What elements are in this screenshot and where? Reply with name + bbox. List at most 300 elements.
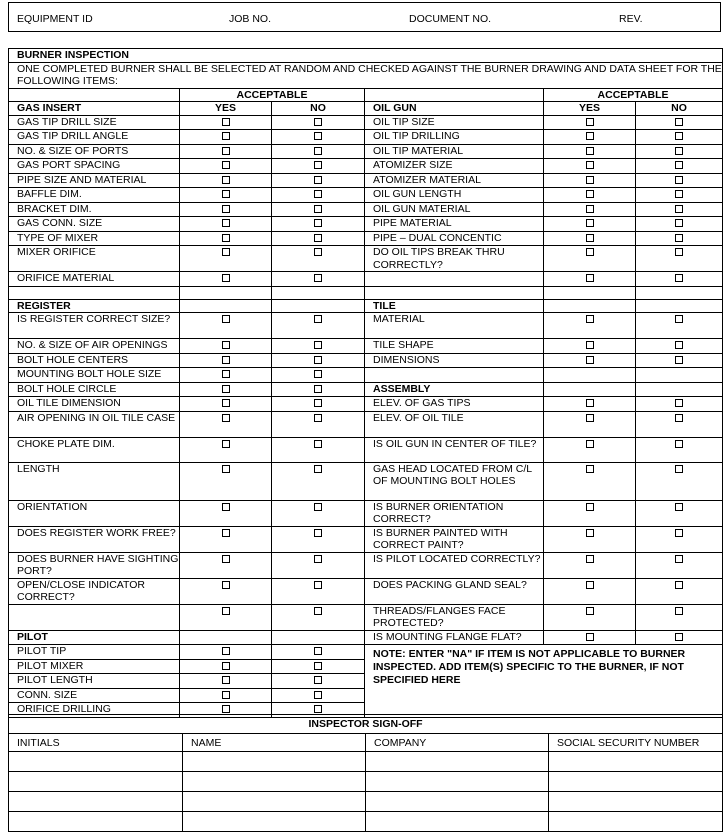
no-cell xyxy=(272,144,365,159)
no-checkbox[interactable] xyxy=(314,555,322,563)
document-no-label: DOCUMENT NO. xyxy=(409,13,492,25)
signoff-title: INSPECTOR SIGN-OFF xyxy=(9,715,723,734)
yes-cell xyxy=(544,353,636,368)
no-checkbox[interactable] xyxy=(314,274,322,282)
no-checkbox[interactable] xyxy=(314,607,322,615)
yes-checkbox[interactable] xyxy=(586,147,594,155)
item-label: BOLT HOLE CIRCLE xyxy=(9,382,180,397)
yes-cell xyxy=(544,500,636,526)
no-cell xyxy=(636,130,723,145)
yes-cell xyxy=(544,437,636,462)
no-checkbox[interactable] xyxy=(314,662,322,670)
signoff-entry-cell[interactable] xyxy=(183,752,366,772)
yes-cell xyxy=(544,578,636,604)
blank-cell xyxy=(544,299,636,313)
yes-cell xyxy=(544,397,636,412)
yes-cell xyxy=(180,411,272,437)
no-checkbox[interactable] xyxy=(314,581,322,589)
no-checkbox[interactable] xyxy=(675,503,683,511)
inspection-row xyxy=(9,272,723,287)
item-label: DIMENSIONS xyxy=(365,353,544,368)
no-cell xyxy=(636,578,723,604)
no-checkbox[interactable] xyxy=(675,607,683,615)
yes-checkbox[interactable] xyxy=(586,414,594,422)
no-checkbox[interactable] xyxy=(314,132,322,140)
item-label: ORIFICE DRILLING xyxy=(9,703,180,718)
item-label: ORIFICE MATERIAL xyxy=(9,272,180,287)
yes-cell xyxy=(180,382,272,397)
inspection-row xyxy=(9,202,723,217)
yes-checkbox[interactable] xyxy=(222,647,230,655)
yes-checkbox[interactable] xyxy=(586,234,594,242)
no-checkbox[interactable] xyxy=(675,118,683,126)
no-cell xyxy=(272,188,365,203)
yes-cell xyxy=(544,339,636,354)
yes-checkbox[interactable] xyxy=(222,440,230,448)
no-checkbox[interactable] xyxy=(314,705,322,713)
no-cell xyxy=(272,604,365,630)
item-label: PILOT LENGTH xyxy=(9,674,180,689)
no-checkbox[interactable] xyxy=(314,676,322,684)
acceptable-heading: ACCEPTABLE xyxy=(544,88,723,102)
item-label: ATOMIZER SIZE xyxy=(365,159,544,174)
inspection-row xyxy=(9,526,723,552)
no-checkbox[interactable] xyxy=(314,205,322,213)
item-label: GAS TIP DRILL SIZE xyxy=(9,115,180,130)
yes-checkbox[interactable] xyxy=(222,147,230,155)
no-checkbox[interactable] xyxy=(675,356,683,364)
blank-cell xyxy=(544,286,636,299)
no-cell xyxy=(636,630,723,645)
no-cell xyxy=(272,353,365,368)
item-label: MATERIAL xyxy=(365,313,544,339)
no-checkbox[interactable] xyxy=(314,176,322,184)
yes-cell xyxy=(180,397,272,412)
acceptable-heading: ACCEPTABLE xyxy=(180,88,365,102)
yes-checkbox[interactable] xyxy=(222,385,230,393)
blank-cell xyxy=(272,286,365,299)
ssn-column: SOCIAL SECURITY NUMBER xyxy=(549,734,723,752)
tile-heading: TILE xyxy=(365,299,544,313)
yes-checkbox[interactable] xyxy=(586,205,594,213)
no-cell xyxy=(272,437,365,462)
yes-cell xyxy=(544,144,636,159)
item-label: IS BURNER ORIENTATION CORRECT? xyxy=(365,500,544,526)
blank-cell xyxy=(636,382,723,397)
gas-insert-heading: GAS INSERT xyxy=(9,102,180,116)
item-label: OIL TIP MATERIAL xyxy=(365,144,544,159)
instructions-text: ONE COMPLETED BURNER SHALL BE SELECTED AT RANDOM AND CHECKED AGAINST THE BURNER DRAWING AND DATA SHEET FOR THE FOLLOWING ITEMS: xyxy=(9,62,723,88)
yes-checkbox[interactable] xyxy=(586,633,594,641)
item-label: GAS PORT SPACING xyxy=(9,159,180,174)
item-label: BAFFLE DIM. xyxy=(9,188,180,203)
blank-cell xyxy=(544,368,636,383)
yes-checkbox[interactable] xyxy=(222,662,230,670)
yes-cell xyxy=(180,526,272,552)
yes-checkbox[interactable] xyxy=(222,465,230,473)
no-cell xyxy=(272,246,365,272)
signoff-entry-cell[interactable] xyxy=(366,792,549,812)
yes-checkbox[interactable] xyxy=(222,248,230,256)
no-checkbox[interactable] xyxy=(314,370,322,378)
no-cell xyxy=(636,339,723,354)
yes-checkbox[interactable] xyxy=(586,274,594,282)
no-checkbox[interactable] xyxy=(675,529,683,537)
no-cell xyxy=(636,115,723,130)
yes-checkbox[interactable] xyxy=(222,529,230,537)
item-label: TILE SHAPE xyxy=(365,339,544,354)
yes-checkbox[interactable] xyxy=(222,607,230,615)
item-label: DOES REGISTER WORK FREE? xyxy=(9,526,180,552)
yes-checkbox[interactable] xyxy=(222,414,230,422)
inspector-signoff-table xyxy=(8,714,723,832)
no-checkbox[interactable] xyxy=(314,465,322,473)
yes-checkbox[interactable] xyxy=(222,161,230,169)
signoff-entry-cell[interactable] xyxy=(366,812,549,832)
yes-checkbox[interactable] xyxy=(222,691,230,699)
no-cell xyxy=(272,688,365,703)
blank-cell xyxy=(9,286,180,299)
pilot-heading: PILOT xyxy=(9,630,180,645)
inspection-row xyxy=(9,115,723,130)
signoff-entry-cell[interactable] xyxy=(549,772,723,792)
item-label: GAS CONN. SIZE xyxy=(9,217,180,232)
no-checkbox[interactable] xyxy=(314,691,322,699)
no-checkbox[interactable] xyxy=(675,399,683,407)
blank-cell xyxy=(365,88,544,102)
item-label: OIL GUN LENGTH xyxy=(365,188,544,203)
signoff-entry-cell[interactable] xyxy=(549,752,723,772)
yes-checkbox[interactable] xyxy=(586,248,594,256)
no-cell xyxy=(636,353,723,368)
job-no-label: JOB NO. xyxy=(229,13,272,25)
item-label: DOES BURNER HAVE SIGHTING PORT? xyxy=(9,552,180,578)
blank-cell xyxy=(272,299,365,313)
yes-checkbox[interactable] xyxy=(222,234,230,242)
yes-checkbox[interactable] xyxy=(222,118,230,126)
no-cell xyxy=(272,159,365,174)
yes-checkbox[interactable] xyxy=(586,315,594,323)
yes-cell xyxy=(180,674,272,689)
burner-inspection-table xyxy=(8,48,723,718)
blank-cell xyxy=(9,88,180,102)
no-cell xyxy=(272,578,365,604)
item-label: ATOMIZER MATERIAL xyxy=(365,173,544,188)
no-checkbox[interactable] xyxy=(675,341,683,349)
inspection-row xyxy=(9,437,723,462)
item-label: IS OIL GUN IN CENTER OF TILE? xyxy=(365,437,544,462)
no-checkbox[interactable] xyxy=(314,440,322,448)
yes-checkbox[interactable] xyxy=(222,676,230,684)
signoff-entry-cell[interactable] xyxy=(549,812,723,832)
no-cell xyxy=(272,313,365,339)
yes-checkbox[interactable] xyxy=(222,581,230,589)
yes-checkbox[interactable] xyxy=(586,607,594,615)
no-cell xyxy=(636,231,723,246)
blank-cell xyxy=(272,630,365,645)
no-cell xyxy=(636,604,723,630)
yes-cell xyxy=(180,173,272,188)
no-column-heading: NO xyxy=(636,102,723,116)
no-checkbox[interactable] xyxy=(675,465,683,473)
yes-cell xyxy=(180,130,272,145)
yes-checkbox[interactable] xyxy=(222,315,230,323)
yes-checkbox[interactable] xyxy=(222,503,230,511)
no-cell xyxy=(636,500,723,526)
yes-cell xyxy=(180,231,272,246)
yes-cell xyxy=(180,246,272,272)
item-label: THREADS/FLANGES FACE PROTECTED? xyxy=(365,604,544,630)
item-label: OIL TIP DRILLING xyxy=(365,130,544,145)
no-checkbox[interactable] xyxy=(314,248,322,256)
yes-checkbox[interactable] xyxy=(586,132,594,140)
rev-label: REV. xyxy=(619,13,643,25)
inspection-row xyxy=(9,173,723,188)
yes-cell xyxy=(180,659,272,674)
no-column-heading: NO xyxy=(272,102,365,116)
yes-checkbox[interactable] xyxy=(586,161,594,169)
yes-checkbox[interactable] xyxy=(586,190,594,198)
signoff-entry-cell[interactable] xyxy=(183,812,366,832)
no-cell xyxy=(636,552,723,578)
inspection-row xyxy=(9,130,723,145)
inspection-row xyxy=(9,313,723,339)
no-cell xyxy=(636,462,723,500)
item-label: LENGTH xyxy=(9,462,180,500)
name-column: NAME xyxy=(183,734,366,752)
yes-checkbox[interactable] xyxy=(222,274,230,282)
yes-checkbox[interactable] xyxy=(586,555,594,563)
blank-cell xyxy=(544,382,636,397)
no-checkbox[interactable] xyxy=(314,529,322,537)
no-cell xyxy=(636,397,723,412)
no-checkbox[interactable] xyxy=(675,176,683,184)
yes-checkbox[interactable] xyxy=(586,399,594,407)
item-label: BRACKET DIM. xyxy=(9,202,180,217)
no-cell xyxy=(272,231,365,246)
no-checkbox[interactable] xyxy=(675,315,683,323)
no-checkbox[interactable] xyxy=(675,161,683,169)
no-cell xyxy=(272,462,365,500)
inspection-row xyxy=(9,604,723,630)
yes-cell xyxy=(180,217,272,232)
no-checkbox[interactable] xyxy=(314,399,322,407)
yes-checkbox[interactable] xyxy=(222,356,230,364)
signoff-entry-cell[interactable] xyxy=(183,792,366,812)
no-cell xyxy=(636,159,723,174)
no-cell xyxy=(272,130,365,145)
no-checkbox[interactable] xyxy=(314,414,322,422)
inspection-row xyxy=(9,339,723,354)
item-label: NO. & SIZE OF AIR OPENINGS xyxy=(9,339,180,354)
yes-cell xyxy=(544,217,636,232)
yes-cell xyxy=(180,500,272,526)
no-cell xyxy=(272,202,365,217)
item-label: OIL TIP SIZE xyxy=(365,115,544,130)
initials-column: INITIALS xyxy=(9,734,183,752)
yes-checkbox[interactable] xyxy=(586,503,594,511)
na-note: NOTE: ENTER "NA" IF ITEM IS NOT APPLICABLE TO BURNER INSPECTED. ADD ITEM(S) SPECIFIC TO THE BURNER, IF NOT SPECIFIED HERE xyxy=(365,645,723,718)
no-checkbox[interactable] xyxy=(314,341,322,349)
signoff-entry-cell[interactable] xyxy=(366,772,549,792)
no-cell xyxy=(272,339,365,354)
yes-cell xyxy=(180,202,272,217)
no-cell xyxy=(636,411,723,437)
yes-cell xyxy=(544,231,636,246)
item-label: AIR OPENING IN OIL TILE CASE xyxy=(9,411,180,437)
no-checkbox[interactable] xyxy=(675,633,683,641)
yes-checkbox[interactable] xyxy=(586,356,594,364)
item-label: PIPE SIZE AND MATERIAL xyxy=(9,173,180,188)
inspection-row xyxy=(9,500,723,526)
item-label: OIL GUN MATERIAL xyxy=(365,202,544,217)
register-heading: REGISTER xyxy=(9,299,180,313)
yes-cell xyxy=(180,115,272,130)
yes-checkbox[interactable] xyxy=(222,132,230,140)
no-checkbox[interactable] xyxy=(675,581,683,589)
no-checkbox[interactable] xyxy=(314,647,322,655)
item-label: PILOT TIP xyxy=(9,645,180,660)
item-label: PIPE MATERIAL xyxy=(365,217,544,232)
item-label: CONN. SIZE xyxy=(9,688,180,703)
item-label: IS PILOT LOCATED CORRECTLY? xyxy=(365,552,544,578)
yes-checkbox[interactable] xyxy=(222,341,230,349)
no-cell xyxy=(272,115,365,130)
yes-checkbox[interactable] xyxy=(586,529,594,537)
yes-cell xyxy=(180,188,272,203)
yes-checkbox[interactable] xyxy=(586,440,594,448)
no-checkbox[interactable] xyxy=(675,274,683,282)
signoff-entry-cell[interactable] xyxy=(366,752,549,772)
item-label: OIL TILE DIMENSION xyxy=(9,397,180,412)
signoff-entry-cell[interactable] xyxy=(549,792,723,812)
yes-cell xyxy=(180,688,272,703)
no-checkbox[interactable] xyxy=(314,234,322,242)
yes-checkbox[interactable] xyxy=(586,341,594,349)
yes-column-heading: YES xyxy=(544,102,636,116)
no-cell xyxy=(272,411,365,437)
no-cell xyxy=(636,272,723,287)
inspection-row xyxy=(9,353,723,368)
item-label: NO. & SIZE OF PORTS xyxy=(9,144,180,159)
section-title: BURNER INSPECTION xyxy=(9,49,723,63)
inspection-row xyxy=(9,231,723,246)
company-column: COMPANY xyxy=(366,734,549,752)
blank-cell xyxy=(180,299,272,313)
no-checkbox[interactable] xyxy=(314,190,322,198)
yes-cell xyxy=(180,552,272,578)
signoff-entry-cell[interactable] xyxy=(9,752,183,772)
no-checkbox[interactable] xyxy=(675,219,683,227)
inspection-row xyxy=(9,159,723,174)
no-checkbox[interactable] xyxy=(314,118,322,126)
no-checkbox[interactable] xyxy=(675,555,683,563)
yes-checkbox[interactable] xyxy=(222,399,230,407)
no-checkbox[interactable] xyxy=(675,248,683,256)
inspection-row xyxy=(9,188,723,203)
yes-cell xyxy=(544,526,636,552)
yes-cell xyxy=(544,202,636,217)
no-cell xyxy=(636,202,723,217)
no-checkbox[interactable] xyxy=(314,315,322,323)
inspection-row xyxy=(9,462,723,500)
yes-checkbox[interactable] xyxy=(222,176,230,184)
no-cell xyxy=(272,382,365,397)
yes-cell xyxy=(544,552,636,578)
no-cell xyxy=(636,217,723,232)
yes-cell xyxy=(180,144,272,159)
no-cell xyxy=(636,144,723,159)
no-checkbox[interactable] xyxy=(314,219,322,227)
document-header xyxy=(8,2,721,32)
yes-checkbox[interactable] xyxy=(222,705,230,713)
yes-checkbox[interactable] xyxy=(586,219,594,227)
yes-checkbox[interactable] xyxy=(222,555,230,563)
inspection-row xyxy=(9,217,723,232)
yes-checkbox[interactable] xyxy=(586,118,594,126)
no-checkbox[interactable] xyxy=(314,356,322,364)
item-label: MOUNTING BOLT HOLE SIZE xyxy=(9,368,180,383)
yes-checkbox[interactable] xyxy=(222,190,230,198)
yes-checkbox[interactable] xyxy=(222,219,230,227)
yes-cell xyxy=(180,339,272,354)
no-checkbox[interactable] xyxy=(675,190,683,198)
blank-cell xyxy=(365,272,544,287)
inspection-row xyxy=(9,397,723,412)
no-checkbox[interactable] xyxy=(314,161,322,169)
yes-checkbox[interactable] xyxy=(222,205,230,213)
yes-checkbox[interactable] xyxy=(222,370,230,378)
signoff-entry-cell[interactable] xyxy=(183,772,366,792)
signoff-entry-cell[interactable] xyxy=(9,812,183,832)
no-checkbox[interactable] xyxy=(675,147,683,155)
signoff-entry-cell[interactable] xyxy=(9,772,183,792)
signoff-entry-cell[interactable] xyxy=(9,792,183,812)
no-cell xyxy=(272,500,365,526)
no-checkbox[interactable] xyxy=(675,132,683,140)
yes-cell xyxy=(180,159,272,174)
blank-cell xyxy=(636,368,723,383)
yes-cell xyxy=(180,645,272,660)
oil-gun-heading: OIL GUN xyxy=(365,102,544,116)
no-checkbox[interactable] xyxy=(675,440,683,448)
no-checkbox[interactable] xyxy=(675,205,683,213)
yes-cell xyxy=(544,313,636,339)
no-cell xyxy=(272,397,365,412)
yes-checkbox[interactable] xyxy=(586,176,594,184)
yes-checkbox[interactable] xyxy=(586,581,594,589)
yes-cell xyxy=(180,604,272,630)
yes-cell xyxy=(180,353,272,368)
no-checkbox[interactable] xyxy=(314,147,322,155)
yes-cell xyxy=(544,246,636,272)
yes-checkbox[interactable] xyxy=(586,465,594,473)
yes-cell xyxy=(180,437,272,462)
no-checkbox[interactable] xyxy=(675,234,683,242)
item-label: ORIENTATION xyxy=(9,500,180,526)
no-checkbox[interactable] xyxy=(675,414,683,422)
yes-cell xyxy=(544,159,636,174)
yes-cell xyxy=(180,272,272,287)
no-checkbox[interactable] xyxy=(314,503,322,511)
yes-cell xyxy=(544,115,636,130)
inspection-row xyxy=(9,382,723,397)
no-cell xyxy=(636,173,723,188)
inspection-row xyxy=(9,552,723,578)
item-label: IS REGISTER CORRECT SIZE? xyxy=(9,313,180,339)
no-checkbox[interactable] xyxy=(314,385,322,393)
inspection-row xyxy=(9,411,723,437)
